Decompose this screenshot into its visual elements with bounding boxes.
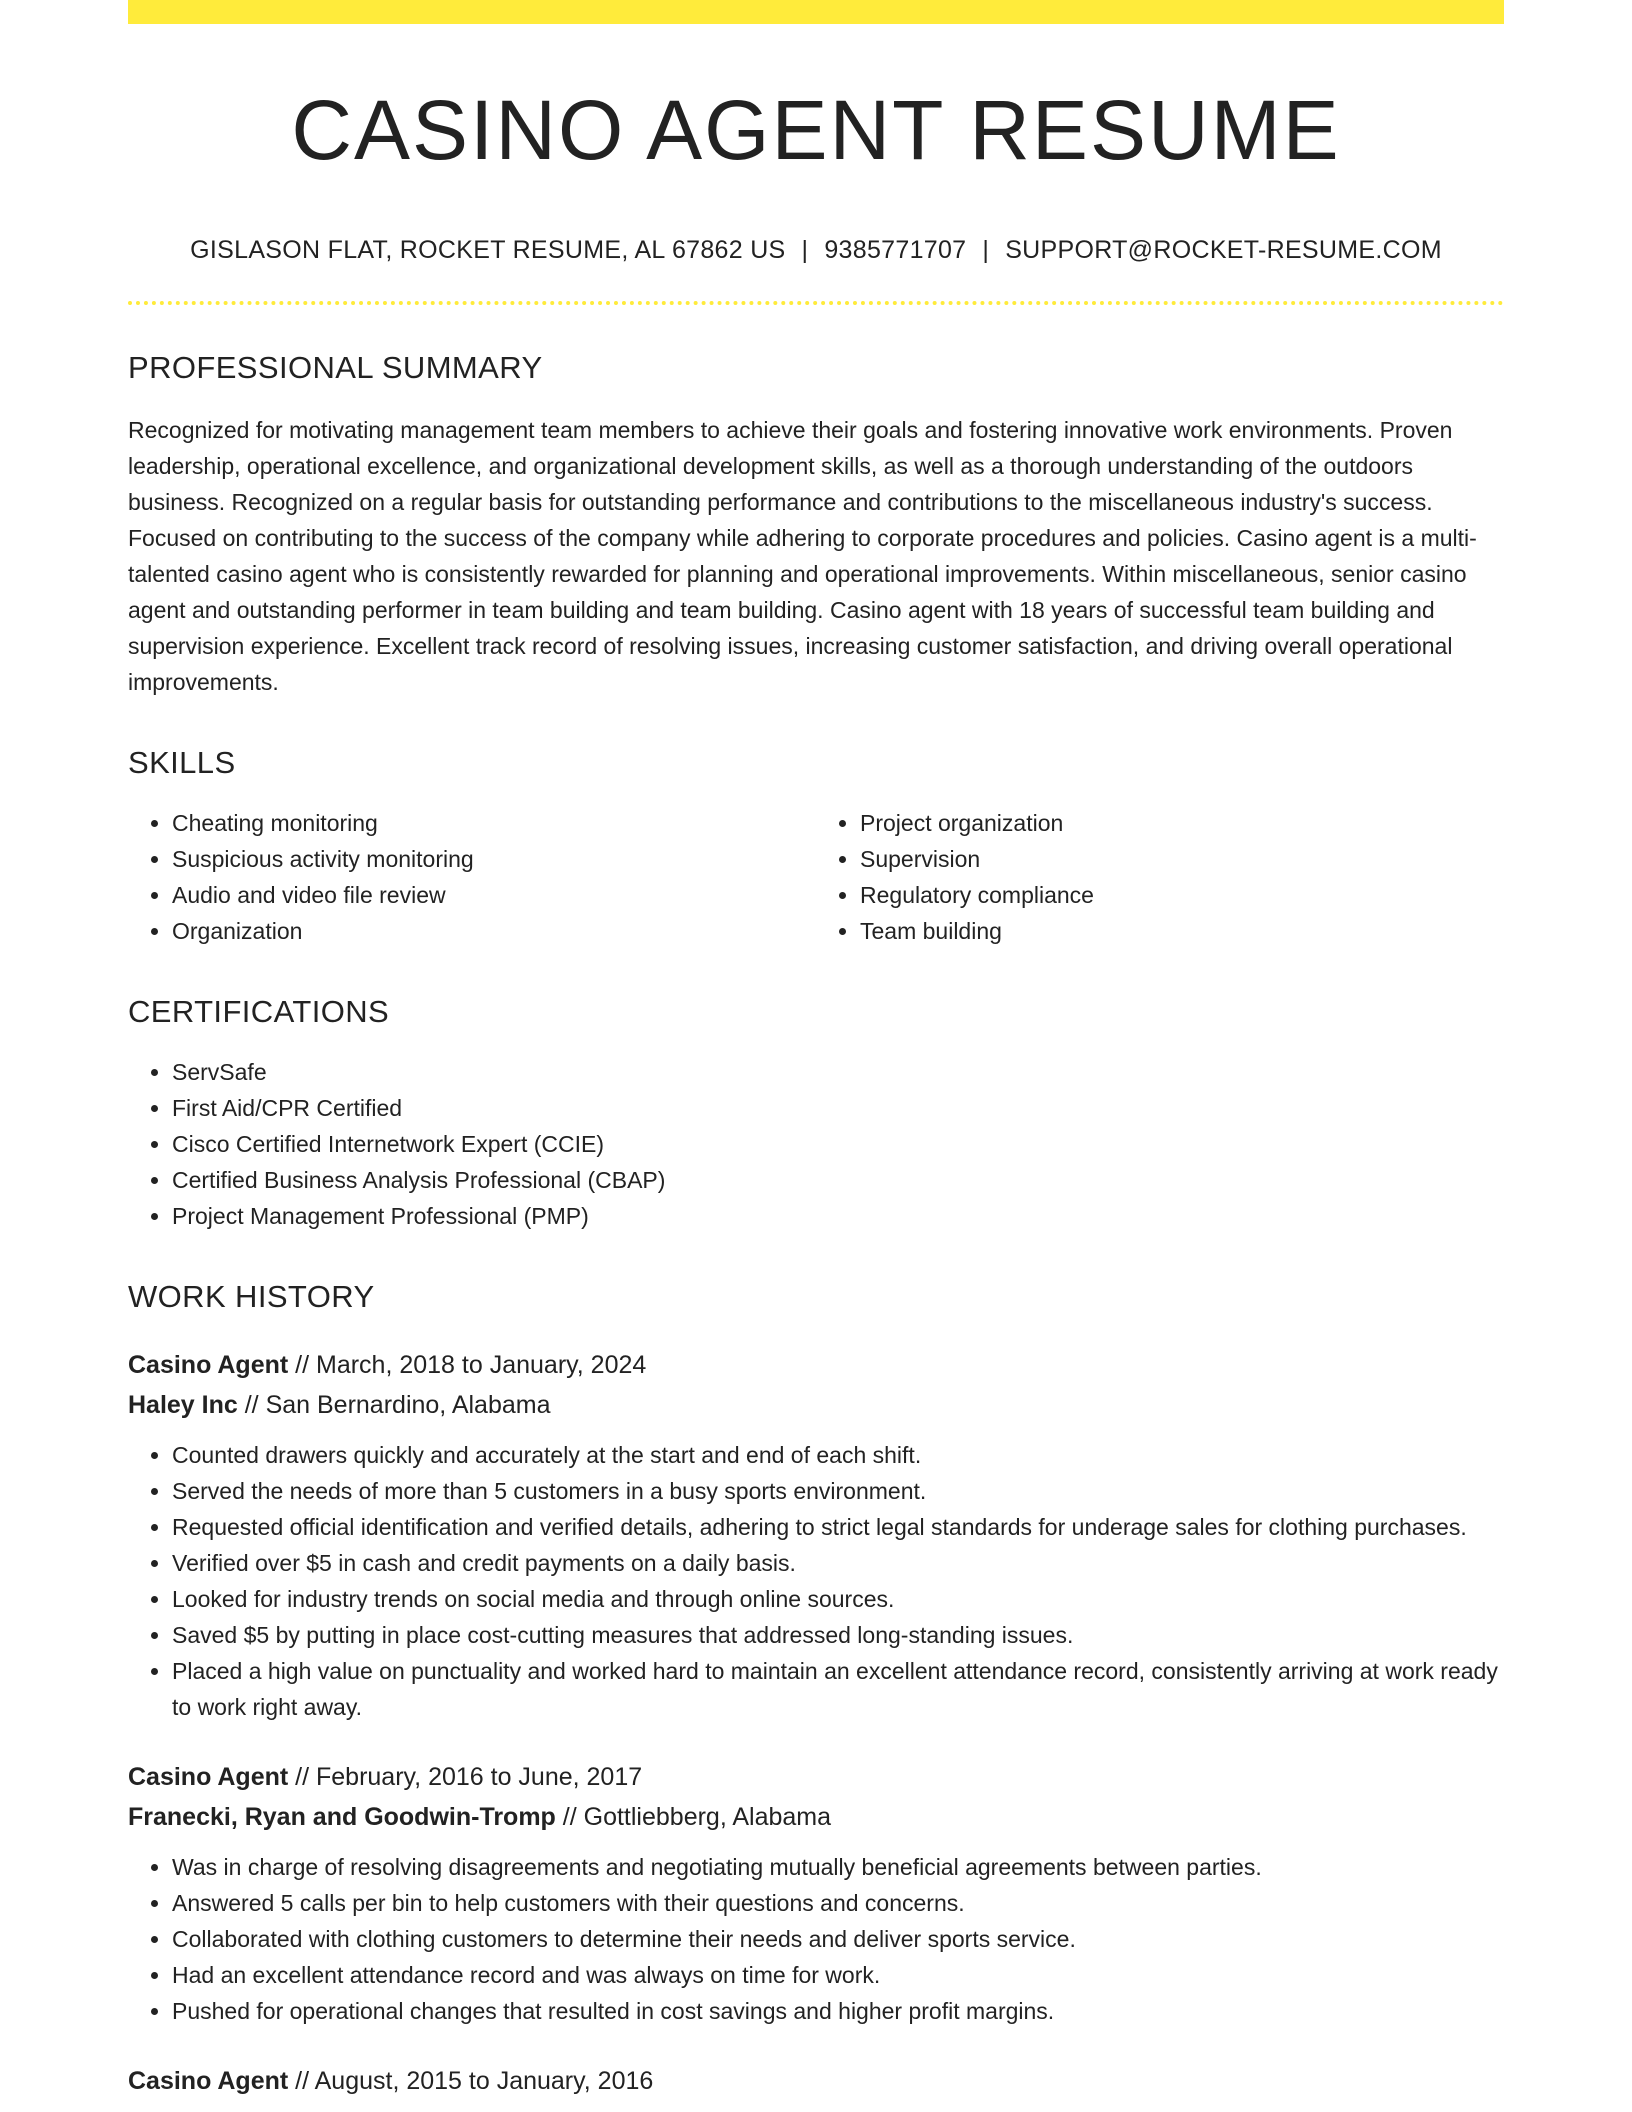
job-title: Casino Agent	[128, 2067, 289, 2096]
summary-heading: PROFESSIONAL SUMMARY	[128, 349, 543, 385]
job-title-line	[128, 1345, 1504, 1385]
job-bullet: • Had an excellent attendance record and was always on time for work.	[172, 1957, 1504, 1993]
job-company-line	[128, 1385, 1504, 1425]
job-bullet: • Placed a high value on punctuality and worked hard to maintain an excellent attendance record, consistently arriving at work ready to work right away.	[172, 1653, 1504, 1725]
certification-item: • ServSafe	[172, 1054, 1504, 1090]
job-location: // Gottliebberg, Alabama	[562, 1803, 832, 1832]
job-bullet: • Verified over $5 in cash and credit payments on a daily basis.	[172, 1545, 1504, 1581]
skill-item: • Team building	[860, 913, 1504, 949]
contact-separator: |	[801, 235, 809, 264]
skills-column-right	[816, 805, 1504, 949]
skill-item: • Regulatory compliance	[860, 877, 1504, 913]
job-title-line	[128, 1757, 1504, 1797]
job-dates: // August, 2015 to January, 2016	[295, 2067, 654, 2096]
job-bullet-list	[128, 1437, 1504, 1725]
job-dates: // March, 2018 to January, 2024	[295, 1351, 647, 1380]
skill-item: • Audio and video file review	[172, 877, 816, 913]
skill-item: • Organization	[172, 913, 816, 949]
skill-item: • Cheating monitoring	[172, 805, 816, 841]
job-dates: // February, 2016 to June, 2017	[295, 1763, 643, 1792]
job-entry	[128, 2061, 1504, 2101]
certifications-list	[128, 1054, 1504, 1234]
certification-item: • Project Management Professional (PMP)	[172, 1198, 1504, 1234]
certifications-heading: CERTIFICATIONS	[128, 993, 390, 1029]
job-bullet: • Saved $5 by putting in place cost-cutting measures that addressed long-standing issues.	[172, 1617, 1504, 1653]
skill-item: • Supervision	[860, 841, 1504, 877]
job-bullet: • Served the needs of more than 5 customers in a busy sports environment.	[172, 1473, 1504, 1509]
dotted-divider	[128, 301, 1504, 305]
contact-line	[128, 235, 1504, 265]
skills-grid	[128, 805, 1504, 949]
job-bullet: • Counted drawers quickly and accurately at the start and end of each shift.	[172, 1437, 1504, 1473]
certification-item: • Cisco Certified Internetwork Expert (CCIE)	[172, 1126, 1504, 1162]
skills-column-left	[128, 805, 816, 949]
contact-address: GISLASON FLAT, ROCKET RESUME, AL 67862 US	[190, 235, 786, 264]
job-title: Casino Agent	[128, 1763, 289, 1792]
job-bullet: • Looked for industry trends on social media and through online sources.	[172, 1581, 1504, 1617]
resume-title: CASINO AGENT RESUME	[291, 83, 1341, 177]
job-bullet: • Was in charge of resolving disagreements and negotiating mutually beneficial agreements between parties.	[172, 1849, 1504, 1885]
job-bullet: • Requested official identification and verified details, adhering to strict legal standards for underage sales for clothing purchases.	[172, 1509, 1504, 1545]
accent-top-bar	[128, 0, 1504, 24]
skills-heading: SKILLS	[128, 744, 236, 780]
skill-item: • Suspicious activity monitoring	[172, 841, 816, 877]
summary-text: Recognized for motivating management team members to achieve their goals and fostering innovative work environments. Proven leadership, operational excellence, and organizational development skills, as well as a thorough understanding of the outdoors business. Recognized on a regular basis for outstanding performance and contributions to the miscellaneous industry's success. Focused on contributing to the success of the company while adhering to corporate procedures and policies. Casino agent is a multi-talented casino agent who is consistently rewarded for planning and operational improvements. Within miscellaneous, senior casino agent and outstanding performer in team building and team building. Casino agent with 18 years of successful team building and supervision experience. Excellent track record of resolving issues, increasing customer satisfaction, and driving overall operational improvements.	[128, 416, 1477, 695]
job-bullet-list	[128, 1849, 1504, 2029]
skill-item: • Project organization	[860, 805, 1504, 841]
contact-email: SUPPORT@ROCKET-RESUME.COM	[1005, 235, 1442, 264]
contact-separator: |	[982, 235, 990, 264]
resume-content	[128, 24, 1504, 2101]
job-title: Casino Agent	[128, 1351, 289, 1380]
certification-item: • First Aid/CPR Certified	[172, 1090, 1504, 1126]
job-company: Franecki, Ryan and Goodwin-Tromp	[128, 1803, 556, 1832]
job-bullet: • Answered 5 calls per bin to help customers with their questions and concerns.	[172, 1885, 1504, 1921]
job-bullet: • Collaborated with clothing customers to determine their needs and deliver sports service.	[172, 1921, 1504, 1957]
job-title-line	[128, 2061, 1504, 2101]
work-history-heading: WORK HISTORY	[128, 1279, 375, 1315]
job-company-line	[128, 1797, 1504, 1837]
job-location: // San Bernardino, Alabama	[244, 1391, 551, 1420]
certification-item: • Certified Business Analysis Professional (CBAP)	[172, 1162, 1504, 1198]
job-bullet: • Pushed for operational changes that resulted in cost savings and higher profit margins.	[172, 1993, 1504, 2029]
job-company: Haley Inc	[128, 1391, 238, 1420]
job-entry	[128, 1345, 1504, 1725]
job-entry	[128, 1757, 1504, 2029]
contact-phone: 9385771707	[824, 235, 967, 264]
